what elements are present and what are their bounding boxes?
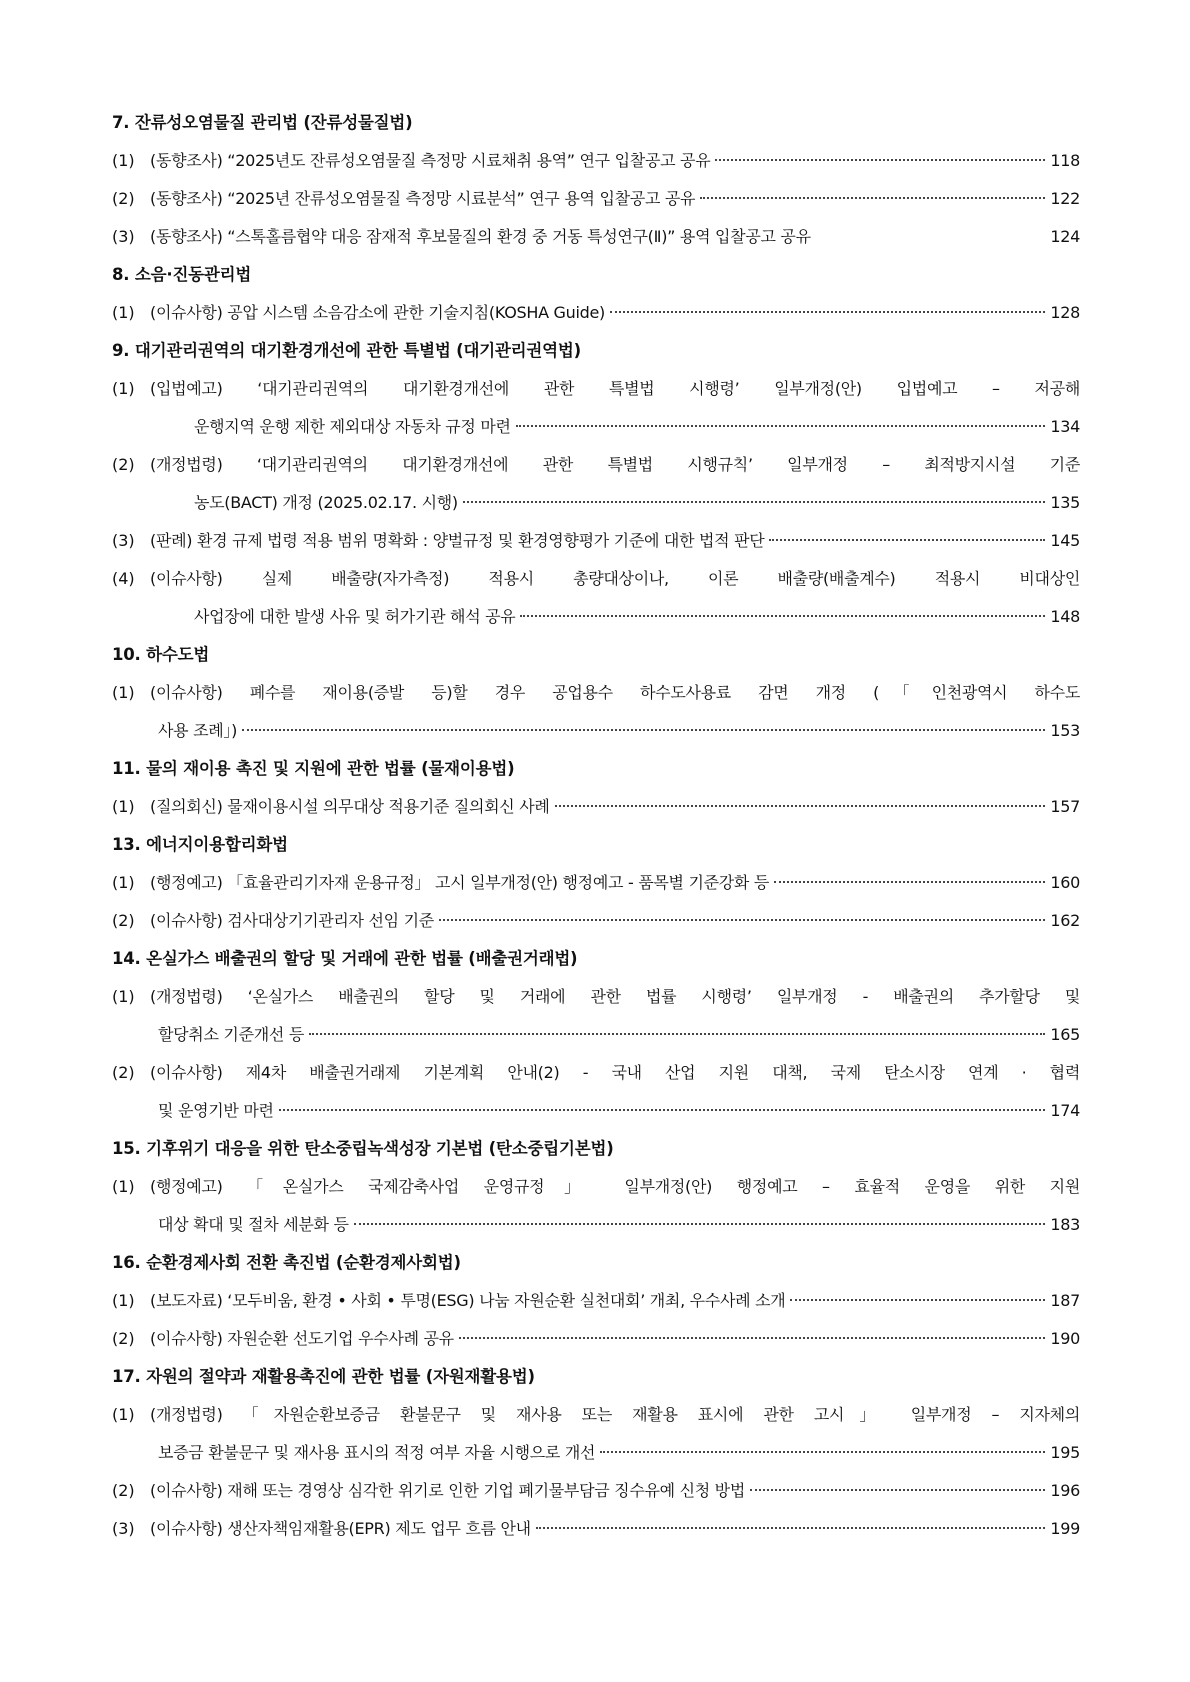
toc-entry[interactable] — [112, 218, 1080, 256]
entry-text-line: 보증금 환불문구 및 재사용 표시의 적정 여부 자율 시행으로 개선 — [158, 1443, 596, 1462]
entry-text-line: (이슈사항) 자원순환 선도기업 우수사례 공유 — [150, 1329, 454, 1348]
dot-leader — [600, 1451, 1045, 1453]
dot-leader — [309, 1033, 1045, 1035]
entry-number: (2) — [112, 1481, 135, 1500]
toc-entry[interactable] — [112, 1472, 1080, 1510]
entry-last-line — [150, 902, 1080, 940]
entry-body — [150, 218, 1080, 256]
entry-body — [150, 788, 1080, 826]
entry-text-line: (이슈사항) 생산자책임재활용(EPR) 제도 업무 흐름 안내 — [150, 1519, 531, 1538]
toc-entry[interactable] — [112, 1282, 1080, 1320]
page-number: 124 — [1050, 227, 1080, 246]
entry-text-line: (행정예고) 「효율관리기자재 운용규정」 고시 일부개정(안) 행정예고 - 품목별 기준강화 등 — [150, 873, 770, 892]
section-title: 16. 순환경제사회 전환 촉진법 (순환경제사회법) — [112, 1253, 461, 1272]
toc-section — [112, 1244, 1080, 1358]
section-title: 7. 잔류성오염물질 관리법 (잔류성물질법) — [112, 113, 413, 132]
entry-last-line — [150, 1282, 1080, 1320]
entry-text-line: (동향조사) “스톡홀름협약 대응 잠재적 후보물질의 환경 중 거동 특성연구(Ⅱ)” 용역 입찰공고 공유 — [150, 227, 811, 246]
dot-leader — [555, 805, 1046, 807]
entry-text-line: 운행지역 운행 제한 제외대상 자동차 규정 마련 — [194, 417, 511, 436]
toc-entry[interactable] — [112, 1396, 1080, 1472]
page-number: 187 — [1050, 1291, 1080, 1310]
entry-text-line: 할당취소 기준개선 등 — [158, 1025, 304, 1044]
dot-leader — [774, 881, 1045, 883]
entry-last-line — [150, 522, 1080, 560]
page-number: 122 — [1050, 189, 1080, 208]
page-number: 174 — [1050, 1101, 1080, 1120]
dot-leader — [463, 501, 1046, 503]
entry-text-line: (동향조사) “2025년도 잔류성오염물질 측정망 시료채취 용역” 연구 입찰공고 공유 — [150, 151, 711, 170]
page-number: 195 — [1050, 1443, 1080, 1462]
entry-number: (1) — [112, 1177, 135, 1196]
toc-entry[interactable] — [112, 180, 1080, 218]
entry-number: (2) — [112, 911, 135, 930]
toc-entry[interactable] — [112, 142, 1080, 180]
toc-entry[interactable] — [112, 788, 1080, 826]
dot-leader — [769, 539, 1045, 541]
entry-text-line: (행정예고) 「온실가스 국제감축사업 운영규정」 일부개정(안) 행정예고 – 효율적 운영을 위한 지원 — [150, 1177, 1080, 1196]
entry-body — [150, 1396, 1080, 1472]
entry-last-line — [150, 712, 1080, 750]
entry-text-line: 사용 조례」) — [158, 721, 238, 740]
dot-leader — [790, 1299, 1045, 1301]
dot-leader — [279, 1109, 1046, 1111]
entry-body — [150, 1320, 1080, 1358]
entry-body — [150, 294, 1080, 332]
page-number: 153 — [1050, 721, 1080, 740]
toc-section — [112, 750, 1080, 826]
entry-last-line — [150, 180, 1080, 218]
page-number: 148 — [1050, 607, 1080, 626]
entry-number: (1) — [112, 873, 135, 892]
toc-entry[interactable] — [112, 1320, 1080, 1358]
toc-entry[interactable] — [112, 446, 1080, 522]
dot-leader — [439, 919, 1045, 921]
entry-last-line — [150, 1472, 1080, 1510]
entry-last-line — [150, 294, 1080, 332]
page-number: 145 — [1050, 531, 1080, 550]
dot-leader — [459, 1337, 1046, 1339]
entry-body — [150, 142, 1080, 180]
entry-body — [150, 902, 1080, 940]
toc-entry[interactable] — [112, 294, 1080, 332]
toc-entry[interactable] — [112, 560, 1080, 636]
entry-last-line — [150, 1016, 1080, 1054]
page-number: 199 — [1050, 1519, 1080, 1538]
entry-last-line — [150, 864, 1080, 902]
section-title: 8. 소음·진동관리법 — [112, 265, 252, 284]
toc-section — [112, 1130, 1080, 1244]
entry-number: (3) — [112, 1519, 135, 1538]
entry-body — [150, 978, 1080, 1054]
entry-body — [150, 560, 1080, 636]
dot-leader — [700, 197, 1045, 199]
dot-leader — [750, 1489, 1045, 1491]
entry-text-line: (보도자료) ‘모두비움, 환경 • 사회 • 투명(ESG) 나눔 자원순환 실천대회’ 개최, 우수사례 소개 — [150, 1291, 786, 1310]
page-number: 183 — [1050, 1215, 1080, 1234]
toc-entry[interactable] — [112, 978, 1080, 1054]
entry-number: (4) — [112, 569, 135, 588]
dot-leader — [715, 159, 1045, 161]
entry-body — [150, 1282, 1080, 1320]
toc-entry[interactable] — [112, 902, 1080, 940]
section-title: 14. 온실가스 배출권의 할당 및 거래에 관한 법률 (배출권거래법) — [112, 949, 578, 968]
entry-last-line — [150, 408, 1080, 446]
dot-leader — [536, 1527, 1046, 1529]
entry-last-line — [150, 598, 1080, 636]
page-number: 160 — [1050, 873, 1080, 892]
entry-number: (3) — [112, 227, 135, 246]
toc-entry[interactable] — [112, 1054, 1080, 1130]
entry-text-line: (이슈사항) 폐수를 재이용(증발 등)할 경우 공업용수 하수도사용료 감면 개정 (「인천광역시 하수도 — [150, 683, 1080, 702]
entry-number: (2) — [112, 455, 135, 474]
entry-number: (2) — [112, 1329, 135, 1348]
entry-text-line: (동향조사) “2025년 잔류성오염물질 측정망 시료분석” 연구 용역 입찰공고 공유 — [150, 189, 696, 208]
page-number: 165 — [1050, 1025, 1080, 1044]
entry-last-line — [150, 1434, 1080, 1472]
toc-entry[interactable] — [112, 522, 1080, 560]
entry-number: (1) — [112, 151, 135, 170]
entry-body — [150, 1472, 1080, 1510]
entry-text-line: 및 운영기반 마련 — [158, 1101, 274, 1120]
toc-section — [112, 332, 1080, 636]
page-number: 135 — [1050, 493, 1080, 512]
entry-last-line — [150, 1320, 1080, 1358]
entry-text-line: (이슈사항) 공압 시스템 소음감소에 관한 기술지침(KOSHA Guide) — [150, 303, 605, 322]
toc-section — [112, 1358, 1080, 1548]
toc-entry[interactable] — [112, 1510, 1080, 1548]
entry-number: (1) — [112, 987, 135, 1006]
entry-body — [150, 370, 1080, 446]
toc-entry[interactable] — [112, 864, 1080, 902]
section-title: 9. 대기관리권역의 대기환경개선에 관한 특별법 (대기관리권역법) — [112, 341, 581, 360]
entry-text-line: 농도(BACT) 개정 (2025.02.17. 시행) — [194, 493, 458, 512]
entry-text-line: (이슈사항) 제4차 배출권거래제 기본계획 안내(2) - 국내 산업 지원 대책, 국제 탄소시장 연계 · 협력 — [150, 1063, 1080, 1082]
section-title: 13. 에너지이용합리화법 — [112, 835, 288, 854]
entry-number: (1) — [112, 797, 135, 816]
entry-number: (1) — [112, 1405, 135, 1424]
page-number: 128 — [1050, 303, 1080, 322]
entry-last-line — [150, 1510, 1080, 1548]
toc-entry[interactable] — [112, 1168, 1080, 1244]
entry-text-line: 사업장에 대한 발생 사유 및 허가기관 해석 공유 — [194, 607, 516, 626]
entry-text-line: (개정법령) ‘대기관리권역의 대기환경개선에 관한 특별법 시행규칙’ 일부개정 – 최적방지시설 기준 — [150, 455, 1080, 474]
page-number: 157 — [1050, 797, 1080, 816]
entry-body — [150, 674, 1080, 750]
entry-text-line: (이슈사항) 실제 배출량(자가측정) 적용시 총량대상이나, 이론 배출량(배출계수) 적용시 비대상인 — [150, 569, 1080, 588]
entry-body — [150, 446, 1080, 522]
entry-number: (1) — [112, 379, 135, 398]
page-number: 134 — [1050, 417, 1080, 436]
entry-body — [150, 1168, 1080, 1244]
toc-entry[interactable] — [112, 674, 1080, 750]
entry-last-line — [150, 142, 1080, 180]
section-title: 17. 자원의 절약과 재활용촉진에 관한 법률 (자원재활용법) — [112, 1367, 535, 1386]
toc-entry[interactable] — [112, 370, 1080, 446]
entry-number: (1) — [112, 303, 135, 322]
dot-leader — [610, 311, 1045, 313]
entry-number: (1) — [112, 1291, 135, 1310]
entry-last-line — [150, 218, 1080, 256]
entry-body — [150, 1510, 1080, 1548]
entry-text-line: (개정법령) ‘온실가스 배출권의 할당 및 거래에 관한 법률 시행령’ 일부개정 - 배출권의 추가할당 및 — [150, 987, 1080, 1006]
entry-body — [150, 864, 1080, 902]
entry-text-line: (판례) 환경 규제 법령 적용 범위 명확화 : 양벌규정 및 환경영향평가 기준에 대한 법적 판단 — [150, 531, 765, 550]
section-title: 10. 하수도법 — [112, 645, 210, 664]
toc-section — [112, 826, 1080, 940]
entry-body — [150, 1054, 1080, 1130]
entry-number: (2) — [112, 189, 135, 208]
entry-last-line — [150, 1206, 1080, 1244]
page-number: 196 — [1050, 1481, 1080, 1500]
dot-leader — [520, 615, 1045, 617]
entry-text-line: (개정법령) 「자원순환보증금 환불문구 및 재사용 또는 재활용 표시에 관한 고시」 일부개정 – 지자체의 — [150, 1405, 1080, 1424]
toc-section — [112, 256, 1080, 332]
entry-body — [150, 180, 1080, 218]
entry-last-line — [150, 788, 1080, 826]
dot-leader — [242, 729, 1045, 731]
entry-number: (1) — [112, 683, 135, 702]
entry-text-line: 대상 확대 및 절차 세분화 등 — [158, 1215, 349, 1234]
toc-section — [112, 636, 1080, 750]
entry-number: (2) — [112, 1063, 135, 1082]
toc-section — [112, 940, 1080, 1130]
entry-last-line — [150, 484, 1080, 522]
entry-text-line: (이슈사항) 검사대상기기관리자 선임 기준 — [150, 911, 434, 930]
entry-text-line: (질의회신) 물재이용시설 의무대상 적용기준 질의회신 사례 — [150, 797, 550, 816]
section-title: 15. 기후위기 대응을 위한 탄소중립녹색성장 기본법 (탄소중립기본법) — [112, 1139, 614, 1158]
entry-last-line — [150, 1092, 1080, 1130]
dot-leader — [516, 425, 1046, 427]
entry-body — [150, 522, 1080, 560]
dot-leader — [354, 1223, 1046, 1225]
entry-text-line: (이슈사항) 재해 또는 경영상 심각한 위기로 인한 기업 폐기물부담금 징수유예 신청 방법 — [150, 1481, 745, 1500]
page-number: 190 — [1050, 1329, 1080, 1348]
toc-section — [112, 104, 1080, 256]
table-of-contents — [112, 104, 1080, 1548]
section-title: 11. 물의 재이용 촉진 및 지원에 관한 법률 (물재이용법) — [112, 759, 515, 778]
page-number: 162 — [1050, 911, 1080, 930]
page-number: 118 — [1050, 151, 1080, 170]
entry-text-line: (입법예고) ‘대기관리권역의 대기환경개선에 관한 특별법 시행령’ 일부개정(안) 입법예고 – 저공해 — [150, 379, 1080, 398]
entry-number: (3) — [112, 531, 135, 550]
